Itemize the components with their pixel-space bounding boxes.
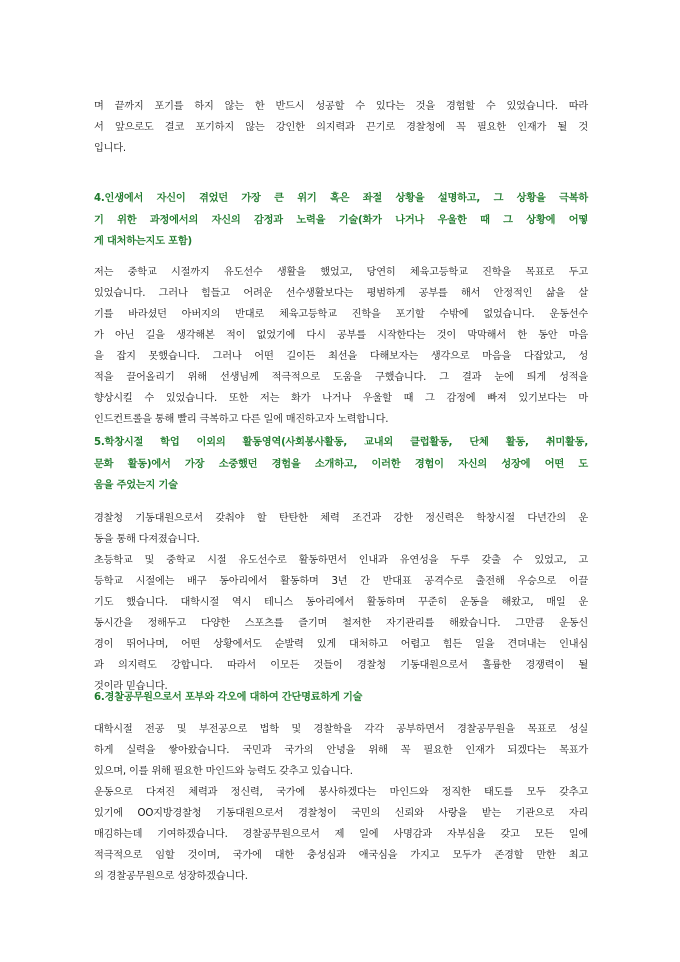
answer-line: 동시간을 정해두고 다양한 스포츠를 즐기며 철저한 자기관리를 해왔습니다. 그만큼 운동신: [94, 618, 588, 629]
answer-line: 을 잡지 못했습니다. 그러나 어떤 길이든 최선을 다해보자는 생각으로 마음을 다잡았고, 성: [94, 351, 588, 362]
answer-line: 기도 했습니다. 대학시절 역시 테니스 동아리에서 활동하며 꾸준히 운동을 해왔고, 매일 운: [94, 597, 588, 608]
question-5-heading: [94, 432, 588, 497]
intro-line: 입니다.: [94, 143, 126, 154]
answer-line: 등학교 시절에는 배구 동아리에서 활동하며 3년 간 반대표 공격수로 출전해 우승으로 이끌: [94, 576, 588, 587]
answer-line: 의 경찰공무원으로 성장하겠습니다.: [94, 871, 248, 882]
answer-line: 운동으로 다져진 체력과 정신력, 국가에 봉사하겠다는 마인드와 정직한 태도를 모두 갖추고: [94, 787, 588, 798]
answer-line: 경이 뛰어나며, 어떤 상황에서도 순발력 있게 대처하고 어렵고 힘든 일을 견뎌내는 인내심: [94, 639, 588, 650]
answer-line: 있기에 OO지방경찰청 기동대원으로서 경찰청이 국민의 신뢰와 사랑을 받는 기관으로 자리: [94, 808, 588, 819]
answer-5-paragraph: [94, 508, 588, 697]
question-line: 게 대처하는지도 포함): [94, 236, 192, 247]
answer-line: 대학시절 전공 및 부전공으로 법학 및 경찰학을 각각 공부하면서 경찰공무원을 목표로 성실: [94, 724, 588, 735]
question-6-heading: [94, 687, 588, 709]
answer-line: 가 아닌 길을 생각해본 적이 없었기에 다시 공부를 시작한다는 것이 막막해서 한 동안 마음: [94, 330, 588, 341]
question-line: 4.인생에서 자신이 겪었던 가장 큰 위기 혹은 좌절 상황을 설명하고, 그 상황을 극복하: [94, 193, 588, 204]
answer-6-paragraph: [94, 719, 588, 887]
question-line: 기 위한 과정에서의 자신의 감정과 노력을 기술(화가 나거나 우울한 때 그 상황에 어떻: [94, 214, 588, 226]
answer-line: 경찰청 기동대원으로서 갖춰야 할 탄탄한 체력 조건과 강한 정신력은 학창시절 다년간의 운: [94, 513, 588, 524]
answer-line: 동을 통해 다져졌습니다.: [94, 534, 200, 545]
answer-line: 것이라 믿습니다.: [94, 681, 168, 692]
intro-paragraph: [94, 96, 588, 159]
answer-line: 인드컨트롤을 통해 빨리 극복하고 다른 일에 매진하고자 노력합니다.: [94, 414, 389, 425]
intro-line: 며 끝까지 포기를 하지 않는 한 반드시 성공할 수 있다는 것을 경험할 수 있었습니다. 따라: [94, 101, 588, 112]
answer-line: 매김하는데 기여하겠습니다. 경찰공무원으로서 제 일에 사명감과 자부심을 갖고 모든 일에: [94, 829, 588, 840]
answer-line: 초등학교 및 중학교 시절 유도선수로 활동하면서 인내과 유연성을 두루 갖출 수 있었고, 고: [94, 555, 588, 566]
answer-line: 기를 바라셨던 아버지의 반대로 체육고등학교 진학을 포기할 수밖에 없었습니다. 운동선수: [94, 309, 588, 320]
question-4-heading: [94, 188, 588, 253]
answer-line: 하게 실력을 쌓아왔습니다. 국민과 국가의 안녕을 위해 꼭 필요한 인재가 되겠다는 목표가: [94, 745, 588, 756]
answer-line: 있었습니다. 그러나 힘들고 어려운 선수생활보다는 평범하게 공부를 해서 안정적인 삶을 살: [94, 288, 588, 299]
answer-line: 저는 중학교 시절까지 유도선수 생활을 했었고, 당연히 체육고등학교 진학을 목표로 두고: [94, 267, 588, 278]
question-line: 움을 주었는지 기술: [94, 480, 178, 491]
answer-line: 적극적으로 임할 것이며, 국가에 대한 충성심과 애국심을 가지고 모두가 존경할 만한 최고: [94, 850, 588, 861]
intro-line: 서 앞으로도 결코 포기하지 않는 강인한 의지력과 끈기로 경찰청에 꼭 필요한 인재가 될 것: [94, 122, 588, 133]
question-line: 6.경찰공무원으로서 포부와 각오에 대하여 간단명료하게 기술: [94, 692, 363, 703]
answer-4-paragraph: [94, 262, 588, 430]
question-line: 문화 활동)에서 가장 소중했던 경험을 소개하고, 이러한 경험이 자신의 성장에 어떤 도: [94, 458, 588, 470]
answer-line: 적을 끌어올리기 위해 선생님께 적극적으로 도움을 구했습니다. 그 결과 눈에 띄게 성적을: [94, 372, 588, 383]
answer-line: 과 의지력도 강합니다. 따라서 이모든 것들이 경찰청 기동대원으로서 훌륭한 경쟁력이 될: [94, 660, 588, 671]
answer-line: 향상시킬 수 있었습니다. 또한 저는 화가 나거나 우울할 때 그 감정에 빠져 있기보다는 마: [94, 393, 588, 404]
question-line: 5.학창시절 학업 이외의 활동영역(사회봉사활동, 교내외 클럽활동, 단체 활동, 취미활동,: [94, 437, 588, 448]
answer-line: 있으며, 이를 위해 필요한 마인드와 능력도 갖추고 있습니다.: [94, 766, 353, 777]
